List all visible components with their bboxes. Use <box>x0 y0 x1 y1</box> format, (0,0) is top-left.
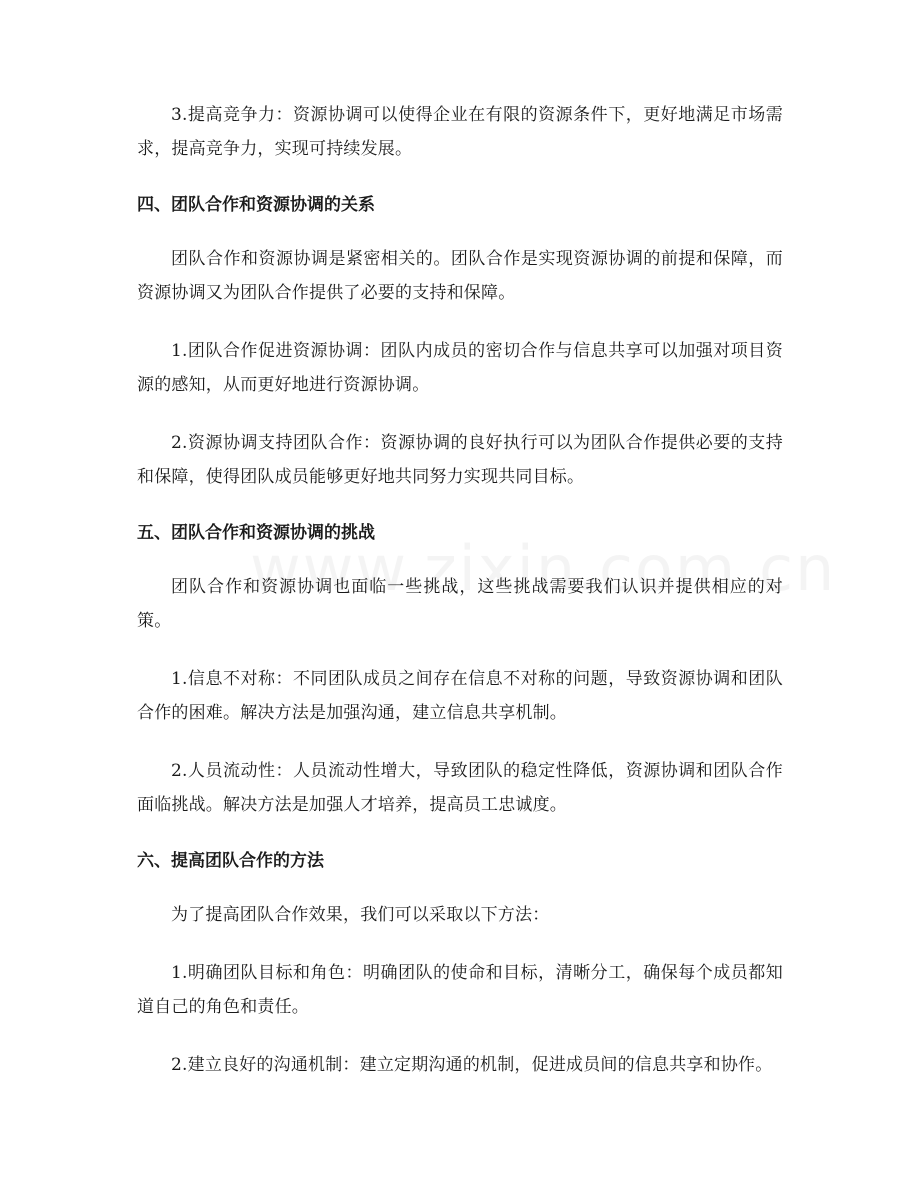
paragraph-challenge-intro: 团队合作和资源协调也面临一些挑战，这些挑战需要我们认识并提供相应的对策。 <box>137 577 783 631</box>
section-heading-5: 五、团队合作和资源协调的挑战 <box>137 523 375 543</box>
paragraph-method-2: 2.建立良好的沟通机制：建立定期沟通的机制，促进成员间的信息共享和协作。 <box>171 1055 773 1075</box>
paragraph-challenge-2: 2.人员流动性：人员流动性增大，导致团队的稳定性降低，资源协调和团队合作面临挑战。解决方法是加强人才培养，提高员工忠诚度。 <box>137 761 783 815</box>
paragraph-relation-intro: 团队合作和资源协调是紧密相关的。团队合作是实现资源协调的前提和保障，而资源协调又为团队合作提供了必要的支持和保障。 <box>137 249 783 303</box>
paragraph-method-intro: 为了提高团队合作效果，我们可以采取以下方法： <box>171 905 550 925</box>
section-heading-4: 四、团队合作和资源协调的关系 <box>137 195 375 215</box>
section-heading-6: 六、提高团队合作的方法 <box>137 851 324 871</box>
paragraph-challenge-1: 1.信息不对称：不同团队成员之间存在信息不对称的问题，导致资源协调和团队合作的困难。解决方法是加强沟通，建立信息共享机制。 <box>137 669 783 723</box>
paragraph-relation-1: 1.团队合作促进资源协调：团队内成员的密切合作与信息共享可以加强对项目资源的感知，从而更好地进行资源协调。 <box>137 341 783 395</box>
paragraph-relation-2: 2.资源协调支持团队合作：资源协调的良好执行可以为团队合作提供必要的支持和保障，使得团队成员能够更好地共同努力实现共同目标。 <box>137 433 783 487</box>
paragraph-competitiveness: 3.提高竞争力：资源协调可以使得企业在有限的资源条件下，更好地满足市场需求，提高竞争力，实现可持续发展。 <box>137 105 783 159</box>
document-body <box>137 98 783 1106</box>
paragraph-method-1: 1.明确团队目标和角色：明确团队的使命和目标，清晰分工，确保每个成员都知道自己的角色和责任。 <box>137 963 783 1017</box>
